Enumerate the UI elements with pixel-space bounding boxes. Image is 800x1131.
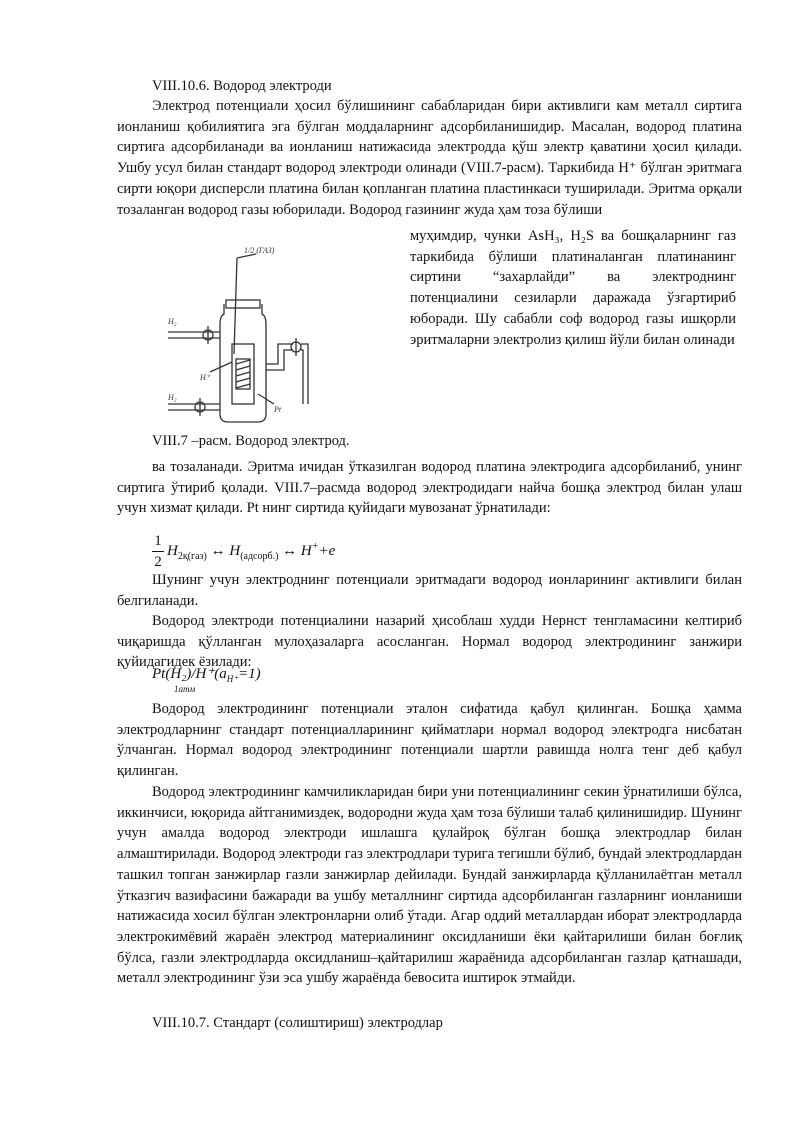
eq2-sub: H⁺ (226, 674, 239, 684)
paragraph-side-text: муҳимдир, чунки AsH₃, H₂S ва бошқаларнинг газ таркибида бўлиши платиналанган платинанинг сиртини “захарлайди” ва электроднинг потенциалини сезиларли даражада ўзгартириб юборади. Шу сабабли соф водород газы ишқорли эритмаларни электролиз қилиш йўли билан олинади (410, 228, 736, 348)
eq1-plus-e: +e (318, 543, 336, 559)
eq1-arrow-2: ↔ (282, 543, 298, 559)
figure-label-h-plus: H⁺ (200, 373, 210, 382)
next-section-heading: VIII.10.7. Стандарт (солиштириш) электродлар (152, 1015, 443, 1031)
equation-2-pressure: 1атм (174, 684, 196, 694)
eq1-gas-sub: 2қ(газ) (177, 551, 207, 562)
figure-label-h2-bottom: H₂ (168, 393, 177, 402)
equation-1-denominator: 2 (154, 554, 162, 570)
eq2-main: Pt(H₂)/H⁺(a (152, 666, 227, 682)
figure-label-h2-top: H₂ (168, 317, 177, 326)
paragraph-intro: Электрод потенциали ҳосил бўлишининг сабабларидан бири активлиги кам металл сиртига ионланиш қобилиятига эга бўлган моддаларнинг адсорбиланишидир. Масалан, водород платина сиртига адсорбиланади ва ионланиш натижасида электродда қўш электр қаватини ҳосил қилади. Ушбу усул билан стандарт водород электроди олинади (VIII.7-расм). Таркибида Н⁺ бўлган эритмага сирти юқори дисперсли платина билан қопланган платина пластинкаси туширилади. Эритма орқали тозаланган водород газы юборилади. Водород газининг жуда ҳам тоза бўлиши (117, 98, 742, 218)
paragraph-equilibrium: ва тозаланади. Эритма ичидан ўтказилган водород платина электродига адсорбиланиб, унинг сиртига ўтириб қолади. VIII.7–расмда водород электродидаги найча бошқа электрод билан улаш учун хизмат қилади. Pt нинг сиртида қуйидаги мувозанат ўрнатилади: (117, 459, 742, 517)
eq1-arrow-1: ↔ (210, 543, 226, 559)
paragraph-activity: Шунинг учун электроднинг потенциали эритмадаги водород ионларининг активлиги билан белгиланади. (117, 572, 742, 609)
eq2-tail: =1) (238, 666, 261, 682)
paragraph-drawbacks: Водород электродининг камчиликларидан бири уни потенциалининг секин ўрнатилиши бўлса, иккинчиси, юқорида айтганимиздек, водородни жуда ҳам тоза бўлиши талаб қилинишидир. Шунинг учун амалда водород электроди ишлашга қулайроқ бўлган бошқа электродлар билан алмаштирилади. Водород электроди газ электродлари турига тегишли бўлиб, бундай электродлардан ташкил топган занжирлар газли занжирлар дейилади. Бундай занжирларда қўлланилаётган металл ўтказгич вазифасини бажаради ва ушбу металлнинг сиртида адсорбиланган газларнинг ионланиши натижасида хосил бўлган электронларни олиб ўтади. Агар оддий металлардан иборат электродларда электрокимёвий жараён электрод материалининг оксидланиши ёки қайтарилиши билан боғлиқ бўлса, газли электродларда оксидланиш–қайтарилиш жараёнида адсорбиланган газлар қатнашади, металл электродининг ўзи эса ушбу жараёнда бевосита иштирок этмайди. (117, 784, 742, 987)
eq1-ads-sub: (адсорб.) (240, 551, 279, 562)
figure-caption: VIII.7 –расм. Водород электрод. (152, 433, 350, 449)
figure-scale-label: 1/2 (ГАЗ) (244, 246, 275, 255)
paragraph-reference: Водород электродининг потенциали эталон сифатида қабул қилинган. Бошқа ҳамма электродларнинг стандарт потенциалларининг қийматлари нормал водород электродга нисбатан ўлчанган. Нормал водород электродининг потенциали шартли равишда нолга тенг деб қабул қилинган. (117, 701, 742, 780)
equation-1 (167, 541, 335, 562)
eq1-h-ads: H (229, 543, 241, 559)
equation-1-numerator: 1 (154, 533, 162, 549)
equation-2 (152, 664, 261, 685)
eq1-h-plus: H (300, 543, 312, 559)
figure-label-pt: Pt (274, 405, 282, 414)
hydrogen-electrode-figure (148, 244, 388, 434)
eq1-h-gas: H (167, 543, 178, 559)
eq1-plus-sup: + (311, 541, 319, 552)
equation-1-fraction (152, 532, 164, 571)
section-heading: VIII.10.6. Водород электроди (152, 78, 332, 94)
paragraph-nernst: Водород электроди потенциалини назарий ҳисоблаш худди Нернст тенгламасини келтириб чиқаришда қўлланган мулоҳазаларга асосланган. Нормал водород электродининг занжири қуйидагидек ёзилади: (117, 613, 742, 671)
